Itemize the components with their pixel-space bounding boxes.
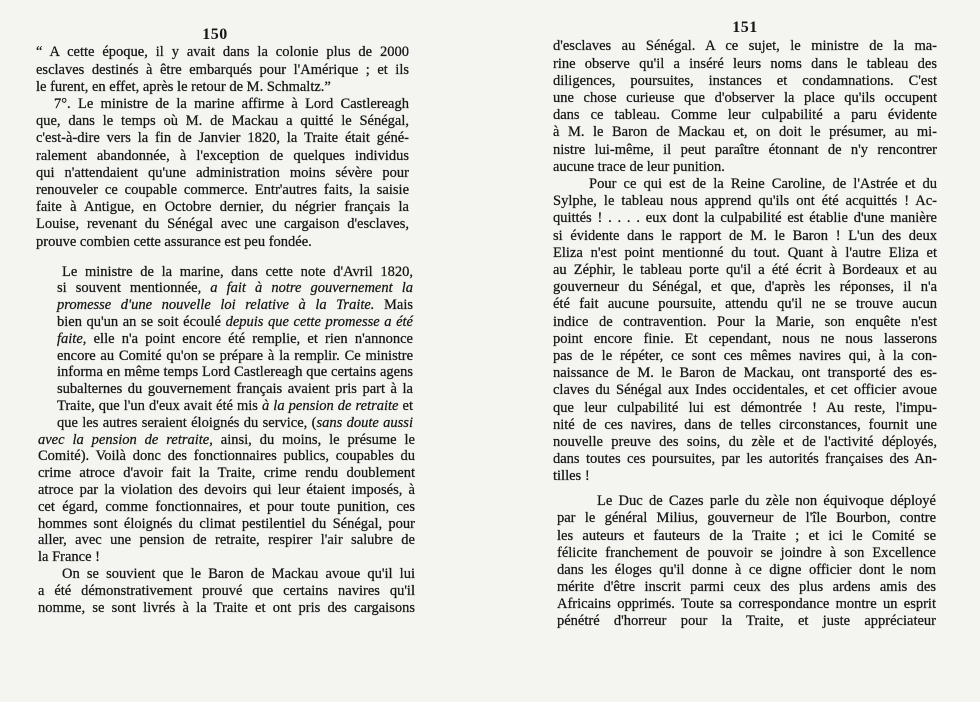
text-line: Le ministre de la marine, dans cette note d'Avril 1820,	[62, 263, 413, 280]
text-segment: ainsi, du moins, le présume le	[212, 431, 415, 448]
text-line	[57, 280, 413, 297]
text-line	[57, 331, 413, 348]
text-line: tilles !	[553, 468, 590, 485]
text-line: diligences, poursuites, instances et condamnations. C'est	[553, 72, 937, 89]
page-number: 150	[202, 26, 228, 43]
text-line: indice de contravention. Pour la Marie, son enquête n'est	[553, 313, 937, 330]
text-line: c'est-à-dire vers la fin de Janvier 1820, la Traite était géné-	[36, 130, 409, 147]
text-segment: bien qu'un an se soit écoulé	[57, 313, 226, 330]
text-line: Sylphe, le tableau nous apprend qu'ils ont été acquittés ! Ac-	[553, 193, 937, 210]
text-line	[57, 415, 413, 432]
text-line: renouveler ce coupable commerce. Entr'autres faits, la saisie	[36, 182, 409, 199]
italic-text-segment: à la pension de retraite	[262, 397, 399, 414]
text-line: au Zéphir, le tableau porte qu'il a été écrit à Bordeaux et au	[553, 262, 937, 279]
text-line: la France !	[38, 549, 100, 566]
text-line: Le Duc de Cazes parle du zèle non équivoque déployé	[597, 493, 936, 510]
text-line: atroce par la violation des devoirs qui leur étaient imposés, à	[38, 481, 415, 498]
text-line: été fait aucune poursuite, attendu qu'il ne se trouve aucun	[553, 296, 937, 313]
text-line: nité de ces navires, dans de telles circonstances, fournit une	[553, 416, 937, 433]
text-line: faite à Antigue, en Octobre dernier, du négrier français la	[36, 199, 409, 216]
text-line: le furent, en effet, après le retour de M. Schmaltz.”	[36, 78, 331, 95]
text-line: d'esclaves au Sénégal. A ce sujet, le ministre de la ma-	[553, 38, 937, 55]
text-line: ralement abandonnée, à l'exception de quelques individus	[36, 147, 409, 164]
text-line: à M. le Baron de Mackau et, on doit le présumer, au mi-	[553, 124, 937, 141]
text-line	[57, 398, 413, 415]
text-line: rine observe qu'il a inséré leurs noms dans le tableau des	[553, 55, 937, 72]
italic-text-segment: promesse d'une nouvelle loi relative à la Traite.	[57, 297, 375, 314]
text-line: naissance de M. le Baron de Mackau, ont transporté des es-	[553, 365, 937, 382]
text-line: félicite franchement de pouvoir se joindre à son Excellence	[557, 544, 936, 561]
text-line: aucune trace de leur punition.	[553, 158, 725, 175]
text-segment: elle n'a point encore été remplie, et rien n'annonce	[86, 330, 413, 347]
text-line: prouve combien cette assurance est peu fondée.	[36, 233, 312, 250]
text-line	[38, 432, 415, 449]
text-line: nouvelle preuve des soins, du zèle et de l'activité déployés,	[553, 434, 937, 451]
text-line: On se souvient que le Baron de Mackau avoue qu'il lui	[62, 565, 415, 582]
text-line	[57, 314, 413, 331]
text-line: point encore finie. Et cependant, nous ne nous lasserons	[553, 330, 937, 347]
text-line: quittés ! . . . . eux dont la culpabilité est établie d'une manière	[553, 210, 937, 227]
text-block	[553, 38, 937, 485]
text-line: encore au Comité qu'on se prépare à la remplir. Ce ministre	[57, 347, 413, 364]
text-line: mérite d'être inscrit parmi ceux des plus ardens amis des	[557, 578, 936, 595]
text-line: a été démonstrativement prouvé que certains navires qu'il	[38, 582, 415, 599]
italic-text-segment: sans doute aussi	[316, 414, 413, 431]
text-line: hommes sont éloignés du climat pestilentiel du Sénégal, pour	[38, 515, 415, 532]
page-number: 151	[732, 19, 758, 36]
text-line: Africains opprimés. Toute sa correspondance montre un esprit	[557, 595, 936, 612]
text-line	[57, 297, 413, 314]
text-line: pas de le répéter, ce sont ces mêmes navires qui, à la con-	[553, 348, 937, 365]
text-line: cet égard, comme fonctionnaires, et pour toute punition, ces	[38, 498, 415, 515]
text-line: Louise, revenant du Sénégal avec une cargaison d'esclaves,	[36, 216, 409, 233]
text-block	[57, 264, 413, 432]
text-line: dans les éloges qu'il donne à ce digne officier dont le nom	[557, 561, 936, 578]
text-line: qui n'attendaient qu'une administration moins sévère pour	[36, 164, 409, 181]
text-line: claves du Sénégal aux Indes occidentales, et cet officier avoue	[553, 382, 937, 399]
text-line: dans toutes ces poursuites, par les autorités françaises des An-	[553, 451, 937, 468]
text-line: que, dans le temps où M. de Mackau a quitté le Sénégal,	[36, 113, 409, 130]
text-line: Comité). Voilà donc des fonctionnaires publics, coupables du	[38, 448, 415, 465]
text-line: aller, avec une pension de retraite, respirer l'air salubre de	[38, 532, 415, 549]
text-segment: et	[398, 397, 413, 414]
right-page	[490, 0, 980, 702]
italic-text-segment: a fait à notre gouvernement la	[210, 280, 413, 297]
text-segment: Traite, que l'un d'eux avait été mis	[57, 397, 262, 414]
italic-text-segment: depuis que cette promesse a été	[225, 313, 413, 330]
text-segment: si souvent mentionnée,	[57, 280, 211, 297]
italic-text-segment: faite,	[57, 330, 87, 347]
italic-text-segment: avec la pension de retraite,	[38, 431, 213, 448]
text-line: esclaves destinés à être embarqués pour l'Amérique ; et ils	[36, 61, 409, 78]
text-line: 7°. Le ministre de la marine affirme à Lord Castlereagh	[54, 96, 409, 112]
text-line: si évidente dans le rapport de M. le Baron ! L'un des deux	[553, 227, 937, 244]
text-line: informa en même temps Lord Castlereagh que certains agens	[57, 364, 413, 381]
text-line: subalternes du gouvernement français avaient pris part à la	[57, 381, 413, 398]
text-line: pénétré d'horreur pour la Traite, et juste appréciateur	[557, 613, 936, 630]
text-block	[36, 44, 409, 250]
text-line: gouverneur du Sénégal, et que, d'après les réponses, il n'a	[553, 279, 937, 296]
text-line: nistre lui-même, il peut paraître étonnant de n'y rencontrer	[553, 141, 937, 158]
text-line: crime atroce d'avoir fait la Traite, crime rendu doublement	[38, 465, 415, 482]
text-line: que leur culpabilité lui est démontrée ! Au reste, l'impu-	[553, 399, 937, 416]
text-line: dans ce tableau. Comme leur culpabilité a paru évidente	[553, 107, 937, 124]
text-line: Pour ce qui est de la Reine Caroline, de l'Astrée et du	[589, 176, 937, 193]
text-segment: que les autres seraient éloignés du service, (	[57, 414, 317, 431]
text-line: Eliza n'est point mentionné du tout. Quant à l'autre Eliza et	[553, 244, 937, 261]
text-block	[38, 432, 415, 617]
text-block	[557, 493, 936, 630]
text-line: “ A cette époque, il y avait dans la colonie plus de 2000	[36, 44, 409, 61]
text-line: une chose curieuse que d'observer la place qu'ils occupent	[553, 90, 937, 106]
text-line: nomme, se sont livrés à la Traite et ont pris des cargaisons	[38, 599, 415, 616]
text-segment: Mais	[374, 297, 413, 314]
text-line: les auteurs et fauteurs de la Traite ; et ici le Comité se	[557, 527, 936, 544]
text-line: par le général Milius, gouverneur de l'île Bourbon, contre	[557, 510, 936, 527]
